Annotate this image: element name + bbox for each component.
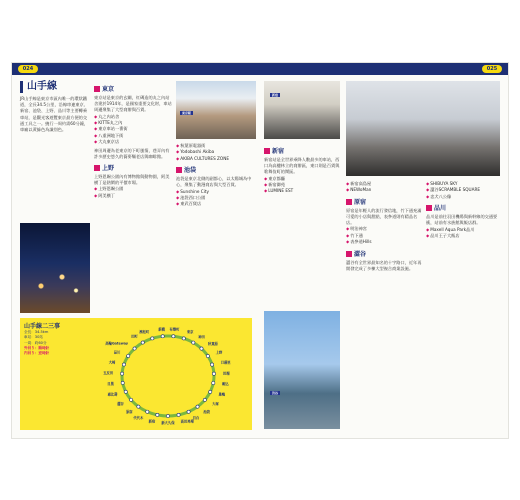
list-item: ◆KITTE丸之內 [94,120,123,126]
left-column-tokyo [94,81,172,199]
station-marker [156,413,159,416]
station-marker [161,335,164,338]
station-sign: 渋谷 [272,391,279,395]
pin-icon: ◆ [94,126,98,132]
shinagawa-text: 品川是前往羽田機場與新幹線的交通要衝，站前有水族館與飯店群。 [426,214,498,226]
pin-icon: ◆ [346,226,350,232]
pin-icon: ◆ [264,182,268,188]
shinjuku-text: 新宿站是全世界乘降人數最多的車站，西口為高樓林立的商辦區，東口則是百貨與歌舞伎町的鬧區。 [264,157,340,175]
pin-icon: ◆ [346,181,350,186]
tokyo-station-photo [176,81,256,139]
list-item: ◆丸之內站舍 [94,113,120,119]
list-item: ◆SHIBUYA SKY [426,181,458,186]
harajuku-heading: 原宿 [346,197,422,206]
station-label: 澀谷 [117,402,124,407]
pin-icon: ◆ [346,187,350,193]
pin-icon: ◆ [94,186,98,192]
station-marker [121,381,124,384]
pin-icon: ◆ [94,113,98,119]
station-marker [120,372,123,375]
right-column-shinagawa [426,181,502,239]
station-sign: 東京駅 [182,111,192,115]
pin-icon: ◆ [346,239,350,245]
list-item: ◆大丸東京店 [94,139,120,145]
harajuku-text: 原宿是年輕人的流行發信地，竹下通充滿可愛的小店與甜點，表參道則有精品名店。 [346,207,422,226]
shinjuku-heading: 新宿 [264,146,340,155]
list-item: ◆AKIBA CULTURES ZONE [176,155,230,161]
left-column-intro [20,81,90,133]
fact-item: 内回り：逆時針 [24,351,50,356]
station-interior-photo [264,81,340,139]
ueno-text: 上野恩賜公園內有博物館與動物園，阿美橫丁是熱鬧的平價市場。 [94,174,170,186]
fact-item: 全長：34.5km [24,330,49,334]
station-label: 東京 [186,329,194,334]
train-icon [176,167,182,173]
station-label: 大崎 [108,360,116,365]
ueno-heading: 上野 [94,163,172,172]
station-label: 目黑 [107,382,114,387]
list-item: ◆新宿御苑 [264,182,285,188]
pin-icon: ◆ [176,201,180,207]
list-item: ◆LUMINE EST [264,188,294,194]
pin-icon: ◆ [264,188,268,194]
right-column-shinjuku [264,143,340,195]
fact-item: 車站：30站 [24,335,43,340]
fact-item: 外回り：順時針 [24,345,50,350]
station-marker [146,410,149,413]
kanda-text: 神田周邊為老東京的下町風情，巷弄內有許多歷史悠久的蕎麥麵老店與咖啡館。 [94,147,170,159]
station-marker [209,390,212,393]
list-item: ◆新宿高島屋 [346,181,372,186]
station-marker [122,363,125,366]
station-label: 五反田 [103,371,114,376]
night-photo [20,223,90,313]
list-item: ◆Sunshine City [176,188,209,194]
list-item: ◆表參道Hills [346,239,372,245]
station-label: 秋葉原 [208,341,218,346]
pin-icon: ◆ [426,226,430,232]
map-facts [24,330,86,356]
ikebukuro-text: 池袋是東京北側的副都心，以太陽城為中心，聚集了動漫商店與大型百貨。 [176,176,252,188]
tower-photo [264,311,340,429]
station-marker [127,354,130,357]
station-label: 代代木 [133,415,144,420]
station-label: 日暮里 [220,360,231,365]
list-item: ◆品川王子大飯店 [426,233,460,239]
station-marker [182,337,185,340]
station-marker [133,347,136,350]
pin-icon: ◆ [94,120,98,126]
station-marker [212,372,215,375]
station-marker [203,398,206,401]
station-label: 新宿 [148,419,156,424]
train-icon [426,205,432,211]
ikebukuro-heading: 池袋 [176,165,256,174]
yamanote-map-box [20,318,252,430]
station-label: 駒込 [222,382,229,387]
list-item: ◆秋葉原電器街 [176,143,206,148]
station-label: 新大久保 [161,420,175,425]
station-marker [206,354,209,357]
list-item: ◆東京都廳 [264,175,285,181]
pin-icon: ◆ [176,188,180,194]
station-label: 品川 [113,350,121,355]
station-marker [124,390,127,393]
station-label: 田端 [222,371,230,376]
list-item: ◆阿美橫丁 [94,192,115,198]
train-icon [264,148,270,154]
intro-text: JR山手線是東京市區內唯一的環狀鐵道，全長34.5公里，沿線串連東京、新宿、池袋、上野、品川等主要轉乘車站，是觀光客遊覽東京最方便的交通工具之一。繞行一周約需60分鐘，車廂以黃綠色為識別色。 [20,96,89,133]
station-label: 目白 [192,416,200,421]
station-marker [166,414,169,417]
pin-icon: ◆ [94,132,98,138]
pin-icon: ◆ [264,175,268,181]
shinagawa-heading: 品川 [426,203,502,212]
section-title: 山手線 [20,81,90,93]
station-label: 新橋 [158,327,165,332]
fact-item: 一周：約60分 [24,340,47,345]
train-icon [94,86,100,92]
page-number-left: 024 [18,65,38,73]
pin-icon: ◆ [176,155,180,161]
station-label: 高田馬場 [180,419,194,424]
train-icon [94,165,100,171]
map-title: 山手線二三事 [24,323,61,330]
tokyo-text: 東京站是東京的玄關，紅磚造的丸之內站舍建於1914年，是國家重要文化財，車站周邊聚集了大型商辦與百貨。 [94,95,172,113]
pin-icon: ◆ [176,143,180,148]
station-marker [141,341,144,344]
list-item: ◆忠犬八公像 [426,193,452,199]
pin-icon: ◆ [426,187,430,193]
station-label: 大塚 [212,402,219,407]
list-item: ◆明治神宮 [346,226,367,232]
pin-icon: ◆ [176,149,180,155]
station-label: 上野 [215,350,223,355]
list-item: ◆竹下通 [346,232,363,238]
list-item: ◆東京車站一番街 [94,126,128,132]
station-marker [151,337,154,340]
station-marker [196,405,199,408]
station-label: 神田 [198,334,205,339]
station-label: 濱松町 [139,329,150,334]
pin-icon: ◆ [176,195,180,201]
pin-icon: ◆ [94,192,98,198]
pin-icon: ◆ [426,233,430,239]
station-label: 巢鴨 [218,392,226,397]
station-label: 高輪Gateway [105,341,129,346]
yamanote-ring-map [88,322,248,428]
list-item: ◆八重洲地下街 [94,132,124,138]
pin-icon: ◆ [346,232,350,238]
list-item: ◆NEWoMan [346,187,372,193]
pin-icon: ◆ [94,139,98,145]
right-column-harajuku [346,181,422,272]
shibuya-text: 澀谷有全世界最知名的十字路口，近年再開發完成了多棟大型複合商業設施。 [346,259,422,271]
station-marker [177,413,180,416]
train-icon [346,251,352,257]
left-column-akihabara [176,143,256,208]
pin-icon: ◆ [426,181,430,186]
station-label: 有樂町 [169,327,180,332]
header-bar [12,63,508,75]
magazine-spread [12,63,508,438]
crowd-photo [346,81,500,176]
station-label: 原宿 [126,409,133,414]
station-marker [129,398,132,401]
page-number-right: 025 [482,65,502,73]
list-item: ◆池袋西口公園 [176,195,206,201]
train-icon [346,199,352,205]
list-item: ◆澀谷SCRAMBLE SQUARE [426,187,481,193]
station-label: 田町 [131,334,138,339]
station-marker [172,335,175,338]
pin-icon: ◆ [426,193,430,199]
station-marker [187,410,190,413]
shibuya-heading: 澀谷 [346,249,422,258]
station-label: 惠比壽 [107,392,118,397]
station-label: 池袋 [203,410,210,415]
station-marker [210,363,213,366]
list-item: ◆Yodobashi Akiba [176,149,215,155]
station-marker [200,347,203,350]
station-sign: 新宿 [272,93,279,97]
station-marker [192,341,195,344]
station-marker [137,405,140,408]
station-marker [212,381,215,384]
list-item: ◆Maxell Aqua Park品川 [426,226,475,232]
list-item: ◆東武百貨店 [176,201,202,207]
list-item: ◆上野恩賜公園 [94,186,124,192]
tokyo-heading: 東京 [94,84,172,93]
